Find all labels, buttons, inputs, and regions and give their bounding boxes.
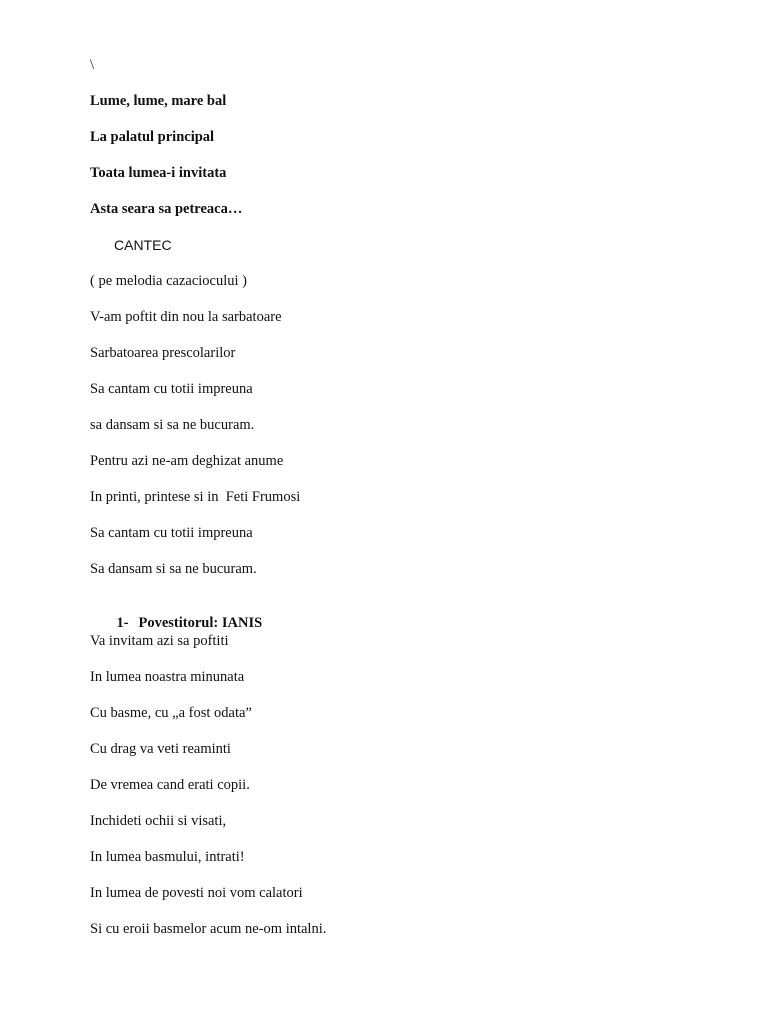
intro-line: Lume, lume, mare bal bbox=[90, 93, 227, 109]
section-title: Povestitorul: IANIS bbox=[138, 615, 263, 631]
narration-line: Cu drag va veti reaminti bbox=[90, 741, 231, 757]
narration-line: De vremea cand erati copii. bbox=[90, 777, 250, 793]
narration-line: Si cu eroii basmelor acum ne-om intalni. bbox=[90, 921, 327, 937]
intro-line: Asta seara sa petreaca… bbox=[90, 201, 243, 217]
song-line: In printi, printese si in Feti Frumosi bbox=[90, 489, 301, 505]
cantec-heading: CANTEC bbox=[114, 237, 172, 253]
song-line: Pentru azi ne-am deghizat anume bbox=[90, 453, 284, 469]
intro-line: Toata lumea-i invitata bbox=[90, 165, 227, 181]
backslash-mark: \ bbox=[90, 57, 95, 73]
song-line: Sa cantam cu totii impreuna bbox=[90, 525, 253, 541]
song-line: sa dansam si sa ne bucuram. bbox=[90, 417, 255, 433]
narration-line: In lumea basmului, intrati! bbox=[90, 849, 245, 865]
section-number: 1- bbox=[116, 615, 129, 631]
narration-line: Cu basme, cu „a fost odata” bbox=[90, 705, 252, 721]
song-line: Sa dansam si sa ne bucuram. bbox=[90, 561, 257, 577]
song-line: Sa cantam cu totii impreuna bbox=[90, 381, 253, 397]
song-line: Sarbatoarea prescolarilor bbox=[90, 345, 236, 361]
song-line: V-am poftit din nou la sarbatoare bbox=[90, 309, 282, 325]
narration-line: Inchideti ochii si visati, bbox=[90, 813, 227, 829]
narration-line: In lumea de povesti noi vom calatori bbox=[90, 885, 303, 901]
narration-line: In lumea noastra minunata bbox=[90, 669, 245, 685]
melody-note: ( pe melodia cazaciocului ) bbox=[90, 273, 248, 289]
intro-line: La palatul principal bbox=[90, 129, 215, 145]
narration-line: Va invitam azi sa poftiti bbox=[90, 633, 229, 649]
